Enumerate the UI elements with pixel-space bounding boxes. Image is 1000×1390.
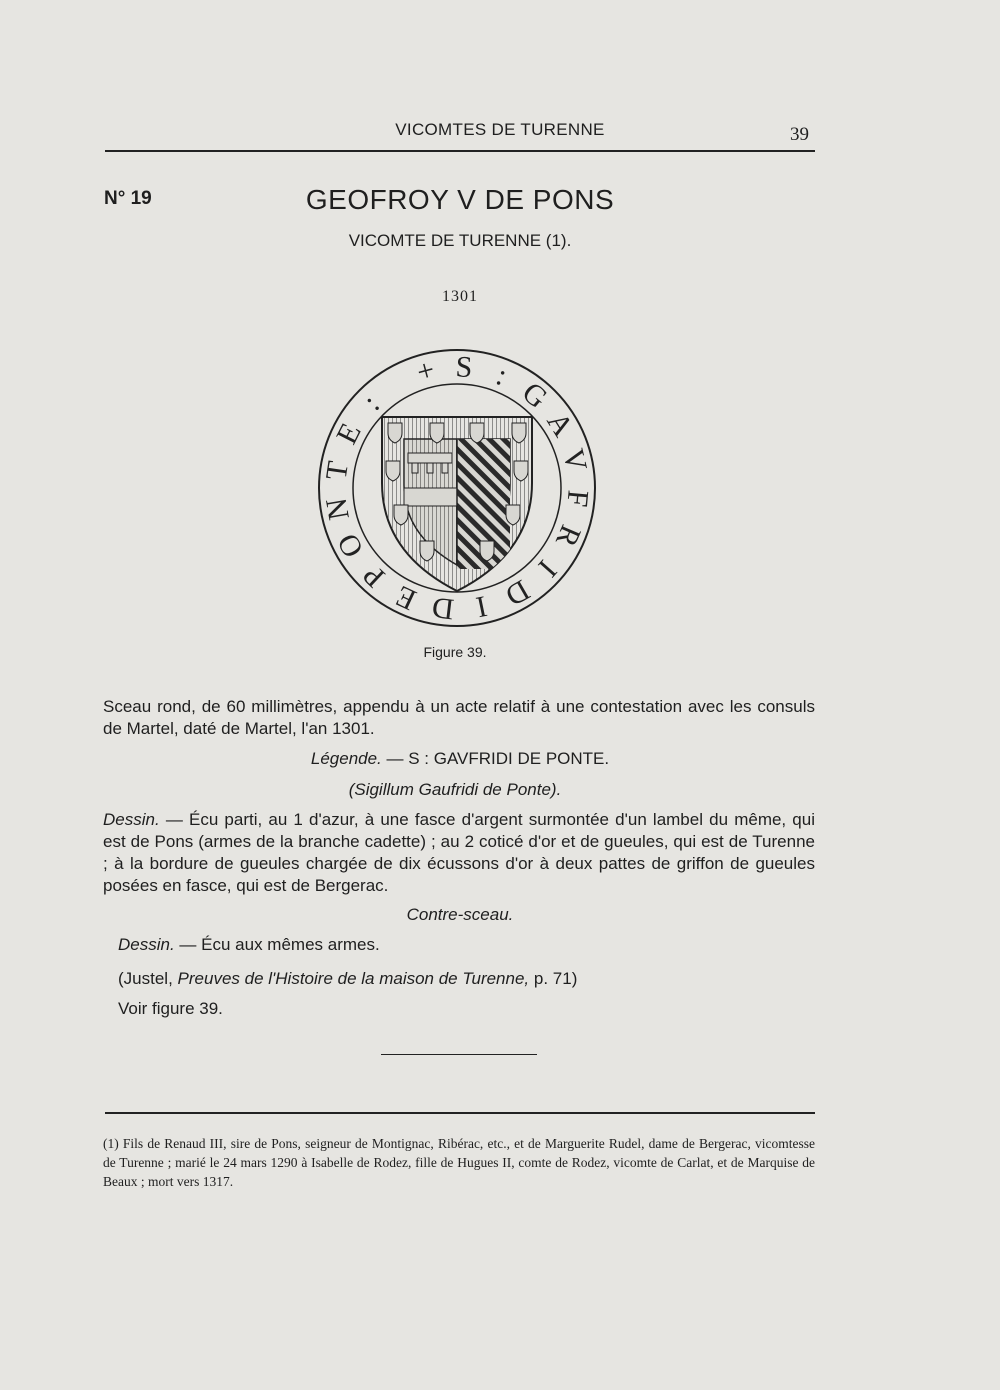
source-page: p. 71)	[533, 969, 578, 988]
contre-sceau-heading: Contre-sceau.	[406, 905, 514, 924]
sigillum-line: (Sigillum Gaufridi de Ponte).	[348, 780, 562, 799]
seal-legend-letter: E	[330, 418, 368, 450]
legend-label: Légende.	[310, 749, 382, 768]
seal-legend-letter: G	[515, 375, 554, 415]
seal-legend-letter: T	[319, 459, 355, 482]
dessin2-label: Dessin.	[118, 935, 175, 954]
source-reference	[118, 968, 577, 990]
seal-legend-letter: O	[330, 528, 371, 563]
seal-description: Sceau rond, de 60 millimètres, appendu à un acte relatif à une contestation avec les consuls de Martel, daté de Martel, l'an 1301.	[103, 697, 815, 738]
entry-title: GEOFROY V DE PONS	[305, 184, 615, 215]
seal-legend-letter: D	[430, 590, 456, 626]
seal-legend-letter: S	[454, 350, 474, 385]
seal-legend-letter: I	[531, 553, 564, 584]
seal-legend-letter: V	[556, 445, 594, 475]
seal-legend-letter: D	[499, 573, 536, 613]
page-number: 39	[790, 124, 809, 145]
seal-legend-letter: E	[390, 578, 422, 617]
seal-legend-letter: A	[540, 406, 580, 443]
dessin-label: Dessin.	[103, 810, 160, 829]
seal-legend-letter: :	[356, 387, 387, 418]
source-title: Preuves de l'Histoire de la maison de Turenne,	[177, 969, 530, 988]
seal-illustration	[312, 343, 602, 633]
seal-legend-letter: +	[413, 352, 439, 390]
source-author: (Justel,	[118, 969, 173, 988]
dessin2-line	[118, 934, 380, 956]
entry-number: N° 19	[104, 188, 152, 209]
seal-legend-letter: F	[560, 488, 595, 509]
dessin-text: — Écu parti, au 1 d'azur, à une fasce d'argent surmontée d'un lambel du même, qui est de Pons (armes de la branche cadette) ; au 2 coticé d'or et de gueules, qui est de Turenne ; à la bordure de gueules chargée de dix écussons d'or à deux pattes de griffon de gueules posées en fasce, qui est de Bergerac.	[103, 810, 815, 895]
header-rule	[105, 150, 815, 152]
seal-legend-letter: R	[548, 520, 588, 552]
seal-legend-letter: N	[319, 495, 356, 523]
legend-line	[0, 748, 920, 770]
entry-year: 1301	[442, 288, 478, 305]
figure-reference: Voir figure 39.	[118, 999, 223, 1018]
seal-legend-letter: P	[356, 558, 392, 594]
coat-of-arms-shield	[382, 417, 532, 591]
footnote-rule	[105, 1112, 815, 1114]
figure-caption: Figure 39.	[423, 644, 487, 660]
running-title: VICOMTES DE TURENNE	[395, 120, 605, 139]
seal-legend-letter: :	[491, 358, 512, 393]
footnote: (1) Fils de Renaud III, sire de Pons, seigneur de Montignac, Ribérac, etc., et de Marguerite Rudel, dame de Bergerac, vicomtesse de Turenne ; marié le 24 mars 1290 à Isabelle de Rodez, fille de Hugues II, comte de Rodez, vicomte de Carlat, et de Marquise de Beaux ; mort vers 1317.	[103, 1136, 815, 1189]
seal-legend-letter: I	[473, 589, 490, 624]
section-divider	[381, 1054, 537, 1055]
entry-subtitle: VICOMTE DE TURENNE (1).	[348, 231, 572, 250]
legend-text: — S : GAVFRIDI DE PONTE.	[386, 749, 610, 768]
dessin2-text: — Écu aux mêmes armes.	[179, 935, 380, 954]
dessin-paragraph	[103, 809, 815, 897]
